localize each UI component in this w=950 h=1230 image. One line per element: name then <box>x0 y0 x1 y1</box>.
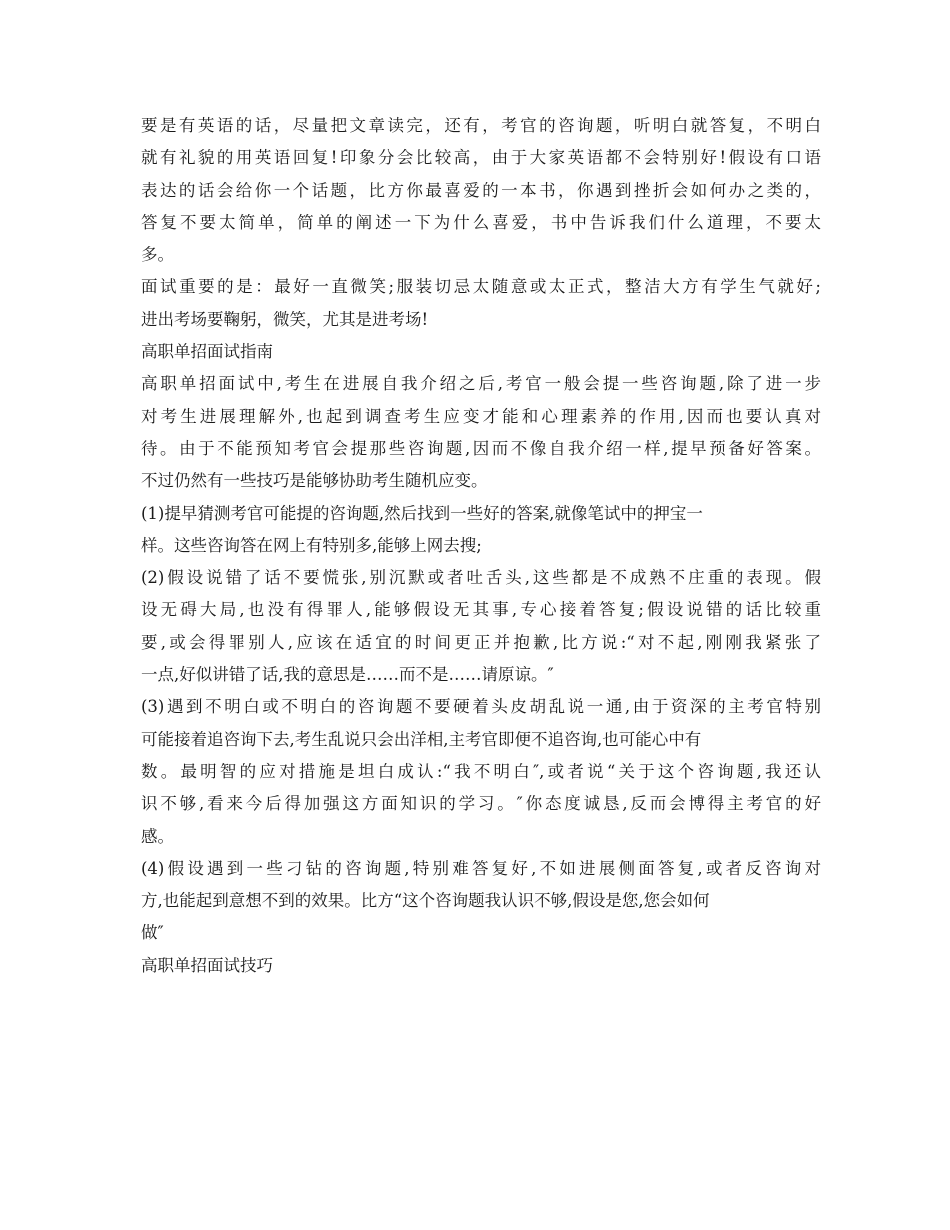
section-heading: 高职单招面试技巧 <box>141 955 273 975</box>
text-line: 感。 <box>141 826 174 846</box>
text-line: 答复不要太简单，简单的阐述一下为什么喜爱，书中告诉我们什么道理，不要太 <box>141 212 821 232</box>
text-line: 就有礼貌的用英语回复!印象分会比较高，由于大家英语都不会特别好!假设有口语 <box>141 148 821 168</box>
text-line: 待。由于不能预知考官会提那些咨询题,因而不像自我介绍一样,提早预备好答案。 <box>141 438 821 458</box>
text-line: 面试重要的是：最好一直微笑;服装切忌太随意或太正式，整洁大方有学生气就好; <box>141 277 821 297</box>
section-heading: 高职单招面试指南 <box>141 342 273 362</box>
text-line: (1)提早猜测考官可能提的咨询题,然后找到一些好的答案,就像笔试中的押宝一 <box>141 503 703 523</box>
text-line: 样。这些咨询答在网上有特别多,能够上网去搜; <box>141 535 482 555</box>
text-line: 要,或会得罪别人,应该在适宜的时间更正并抱歉,比方说:“对不起,刚刚我紧张了 <box>141 632 821 652</box>
text-line: 设无碍大局,也没有得罪人,能够假设无其事,专心接着答复;假设说错的话比较重 <box>141 600 821 620</box>
text-line: (3)遇到不明白或不明白的咨询题不要硬着头皮胡乱说一通,由于资深的主考官特别 <box>141 697 821 717</box>
document-body <box>141 110 821 982</box>
text-line: (4)假设遇到一些刁钻的咨询题,特别难答复好,不如进展侧面答复,或者反咨询对 <box>141 858 821 878</box>
text-line: 做″ <box>141 923 164 943</box>
text-line: 进出考场要鞠躬，微笑，尤其是进考场! <box>141 309 429 329</box>
text-line: 表达的话会给你一个话题，比方你最喜爱的一本书，你遇到挫折会如何办之类的， <box>141 180 821 200</box>
text-line: 不过仍然有一些技巧是能够协助考生随机应变。 <box>141 471 488 491</box>
text-line: 可能接着追咨询下去,考生乱说只会出洋相,主考官即便不追咨询,也可能心中有 <box>141 729 702 749</box>
text-line: (2)假设说错了话不要慌张,别沉默或者吐舌头,这些都是不成熟不庄重的表现。假 <box>141 568 821 588</box>
text-line: 对考生进展理解外,也起到调查考生应变才能和心理素养的作用,因而也要认真对 <box>141 406 821 426</box>
text-line: 一点,好似讲错了话,我的意思是……而不是……请原谅。″ <box>141 665 554 685</box>
text-line: 数。最明智的应对措施是坦白成认:“我不明白″,或者说“关于这个咨询题,我还认 <box>141 761 821 781</box>
text-line: 方,也能起到意想不到的效果。比方“这个咨询题我认识不够,假设是您,您会如何 <box>141 891 710 911</box>
text-line: 多。 <box>141 245 174 265</box>
text-line: 识不够,看来今后得加强这方面知识的学习。″你态度诚恳,反而会博得主考官的好 <box>141 794 821 814</box>
text-line: 高职单招面试中,考生在进展自我介绍之后,考官一般会提一些咨询题,除了进一步 <box>141 374 821 394</box>
text-line: 要是有英语的话，尽量把文章读完，还有，考官的咨询题，听明白就答复，不明白 <box>141 116 821 135</box>
